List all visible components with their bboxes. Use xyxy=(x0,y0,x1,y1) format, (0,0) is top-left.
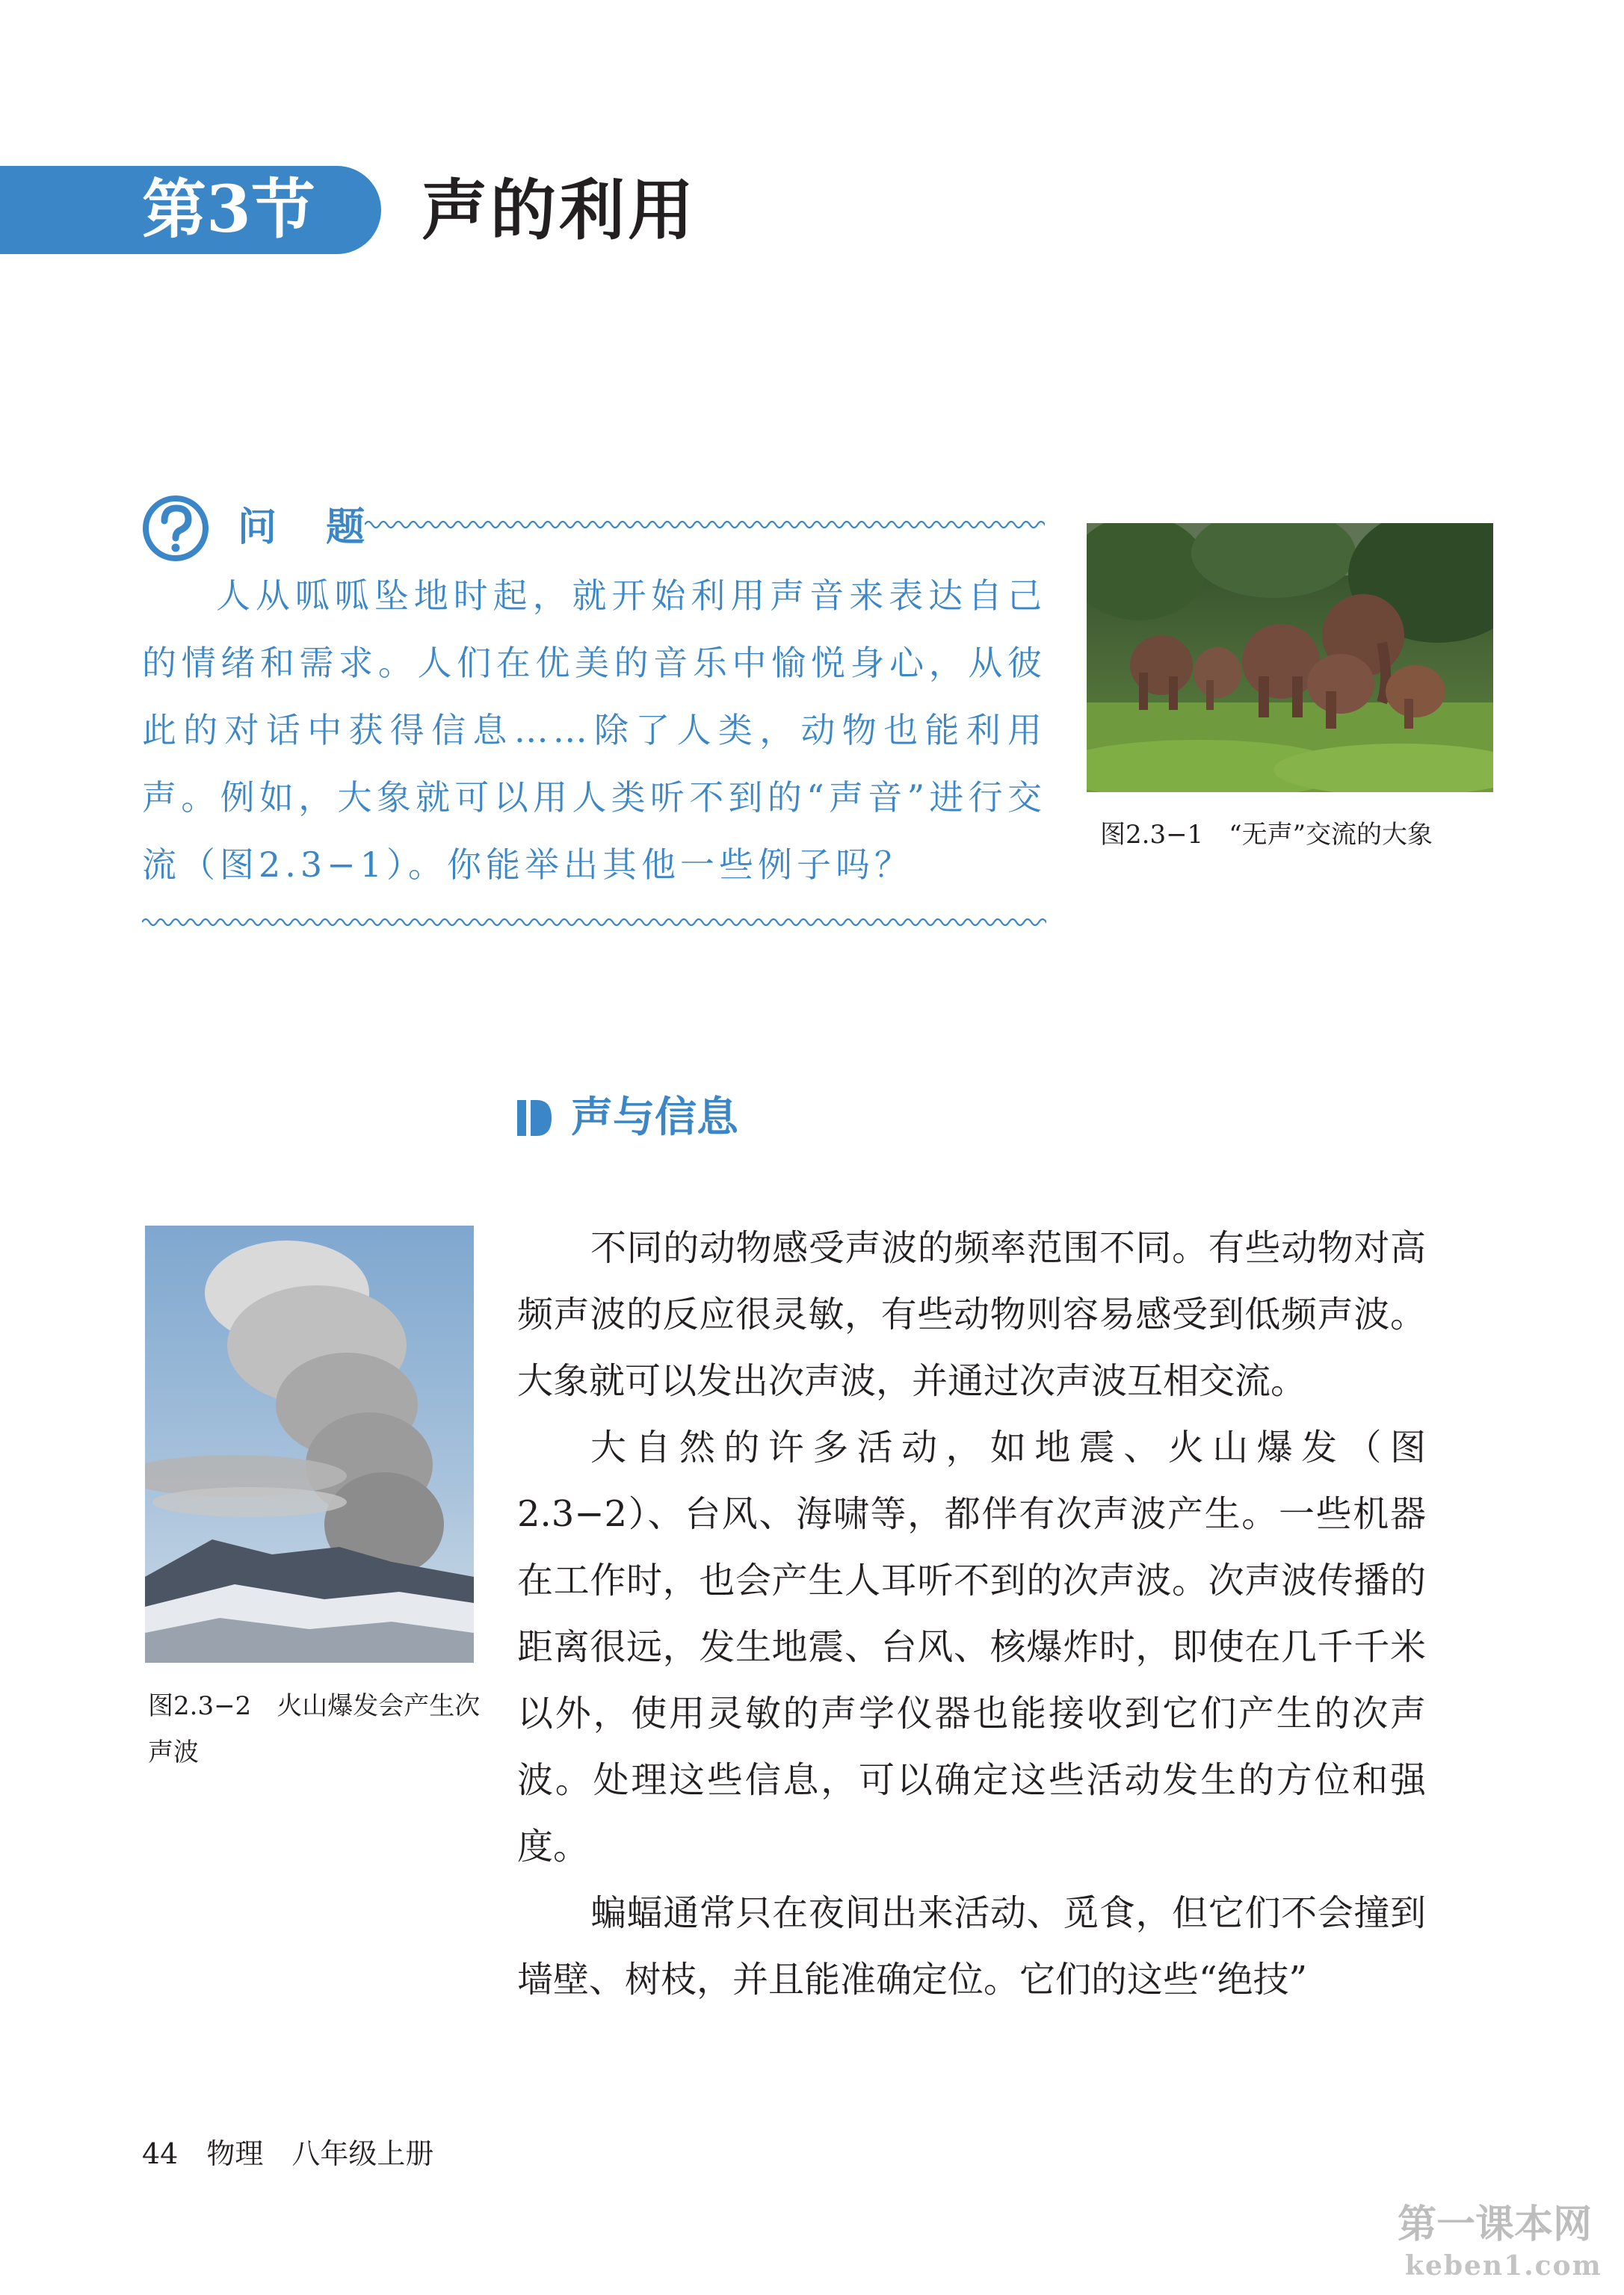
question-label: 问 题 xyxy=(238,505,383,550)
book-title: 物理 八年级上册 xyxy=(206,2137,434,2170)
watermark-url: keben1.com xyxy=(1405,2250,1602,2282)
question-mark-icon xyxy=(142,495,209,562)
body-paragraph-3: 蝙蝠通常只在夜间出来活动、觅食，但它们不会撞到墙壁、树枝，并且能准确定位。它们的这些“绝技” xyxy=(517,1892,1426,2001)
body-paragraph-2: 大自然的许多活动，如地震、火山爆发（图2.3−2）、台风、海啸等，都伴有次声波产生。一些机器在工作时，也会产生人耳听不到的次声波。次声波传播的距离很远，发生地震、台风、核爆炸时，即使在几千千米以外，使用灵敏的声学仪器也能接收到它们产生的次声波。处理这些信息，可以确定这些活动发生的方位和强度。 xyxy=(517,1427,1426,1868)
subheading-title: 声与信息 xyxy=(571,1093,738,1142)
volcano-eruption-photo xyxy=(145,1226,474,1663)
page-number: 44 xyxy=(142,2137,179,2170)
section-number: 第3节 xyxy=(142,172,315,247)
section-marker-icon xyxy=(517,1099,553,1137)
wavy-divider-top xyxy=(365,516,1045,534)
body-text xyxy=(517,1215,1426,2013)
figure-2-caption: 图2.3−2 火山爆发会产生次声波 xyxy=(148,1691,481,1767)
watermark-site-name: 第一课本网 xyxy=(1398,2202,1593,2247)
elephant-herd-photo xyxy=(1087,523,1493,792)
question-text xyxy=(142,562,1046,898)
section-title: 声的利用 xyxy=(422,171,697,249)
body-paragraph-1: 不同的动物感受声波的频率范围不同。有些动物对高频声波的反应很灵敏，有些动物则容易感受到低频声波。大象就可以发出次声波，并通过次声波互相交流。 xyxy=(517,1227,1426,1402)
wavy-divider-bottom xyxy=(142,913,1046,931)
page-footer xyxy=(142,2131,433,2176)
figure-1-caption: 图2.3−1 “无声”交流的大象 xyxy=(1100,820,1433,850)
question-text-content: 人从呱呱坠地时起，就开始利用声音来表达自己的情绪和需求。人们在优美的音乐中愉悦身心，从彼此的对话中获得信息……除了人类，动物也能利用声。例如，大象就可以用人类听不到的“声音”进行交流（图2.3−1）。你能举出其他一些例子吗？ xyxy=(142,575,1046,885)
